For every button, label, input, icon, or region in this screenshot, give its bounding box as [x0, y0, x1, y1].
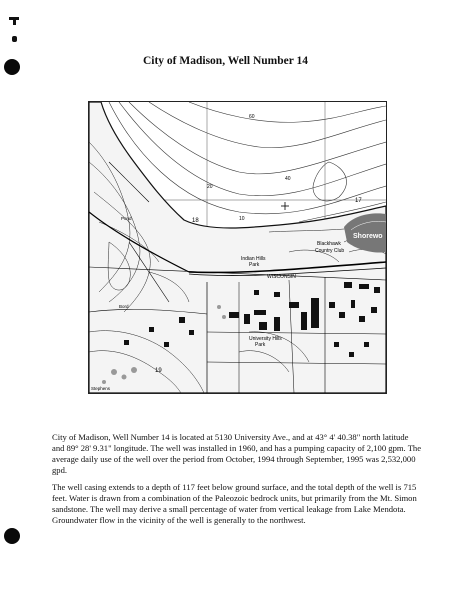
- label-pond: Pond: [121, 216, 132, 221]
- well-marker: [281, 202, 289, 210]
- label-section-18: 18: [192, 218, 199, 224]
- label-section-17: 17: [355, 198, 362, 204]
- paragraph-1: City of Madison, Well Number 14 is located at 5130 University Ave., and at 43° 4' 40.38" north latitude and 89° 28' 9.31" longitude. The well was installed in 1960, and has a pumping capacity of 2,100 gpm. The average daily use of the well over the period from October, 1994 through September, 1995 was 2,532,000 gpd.: [52, 432, 422, 475]
- scan-mark: [12, 36, 17, 42]
- paragraph-2: The well casing extends to a depth of 117 feet below ground surface, and the total depth of the well is 715 feet. Water is drawn from a combination of the Paleozoic bedrock units, but primarily from the Mt. Simon sandstone. The well may derive a small percentage of water from vertical leakage from Lake Mendota. Groundwater flow in the vicinity of the well is generally to the northwest.: [52, 482, 417, 525]
- topographic-map: [88, 101, 387, 394]
- construction-paragraph: [52, 482, 422, 526]
- label-indian-hills-park: Park: [249, 262, 260, 268]
- label-shorewood: Shorewo: [353, 233, 383, 240]
- label-contour-10: 10: [239, 216, 245, 222]
- label-bord: Bord: [119, 304, 129, 309]
- label-contour-40: 40: [285, 176, 291, 182]
- map-graphic: [89, 102, 386, 393]
- label-wisconsin: WISCONSIN: [267, 274, 296, 280]
- label-contour-20: 20: [207, 184, 213, 190]
- location-paragraph: [52, 432, 422, 476]
- label-university-hills-park: Park: [255, 342, 266, 348]
- document-title: City of Madison, Well Number 14: [142, 55, 309, 67]
- label-contour-60: 60: [249, 114, 255, 120]
- label-stephens: Stephens: [91, 386, 111, 391]
- label-country-club: Country Club: [315, 248, 345, 254]
- label-indian-hills: Indian Hills: [241, 256, 266, 262]
- scan-mark: [13, 17, 16, 25]
- label-section-19: 19: [155, 368, 162, 374]
- label-blackhawk: Blackhawk: [317, 241, 341, 247]
- label-university-hills: University Hills: [249, 336, 282, 342]
- binder-hole-bottom: [4, 528, 20, 544]
